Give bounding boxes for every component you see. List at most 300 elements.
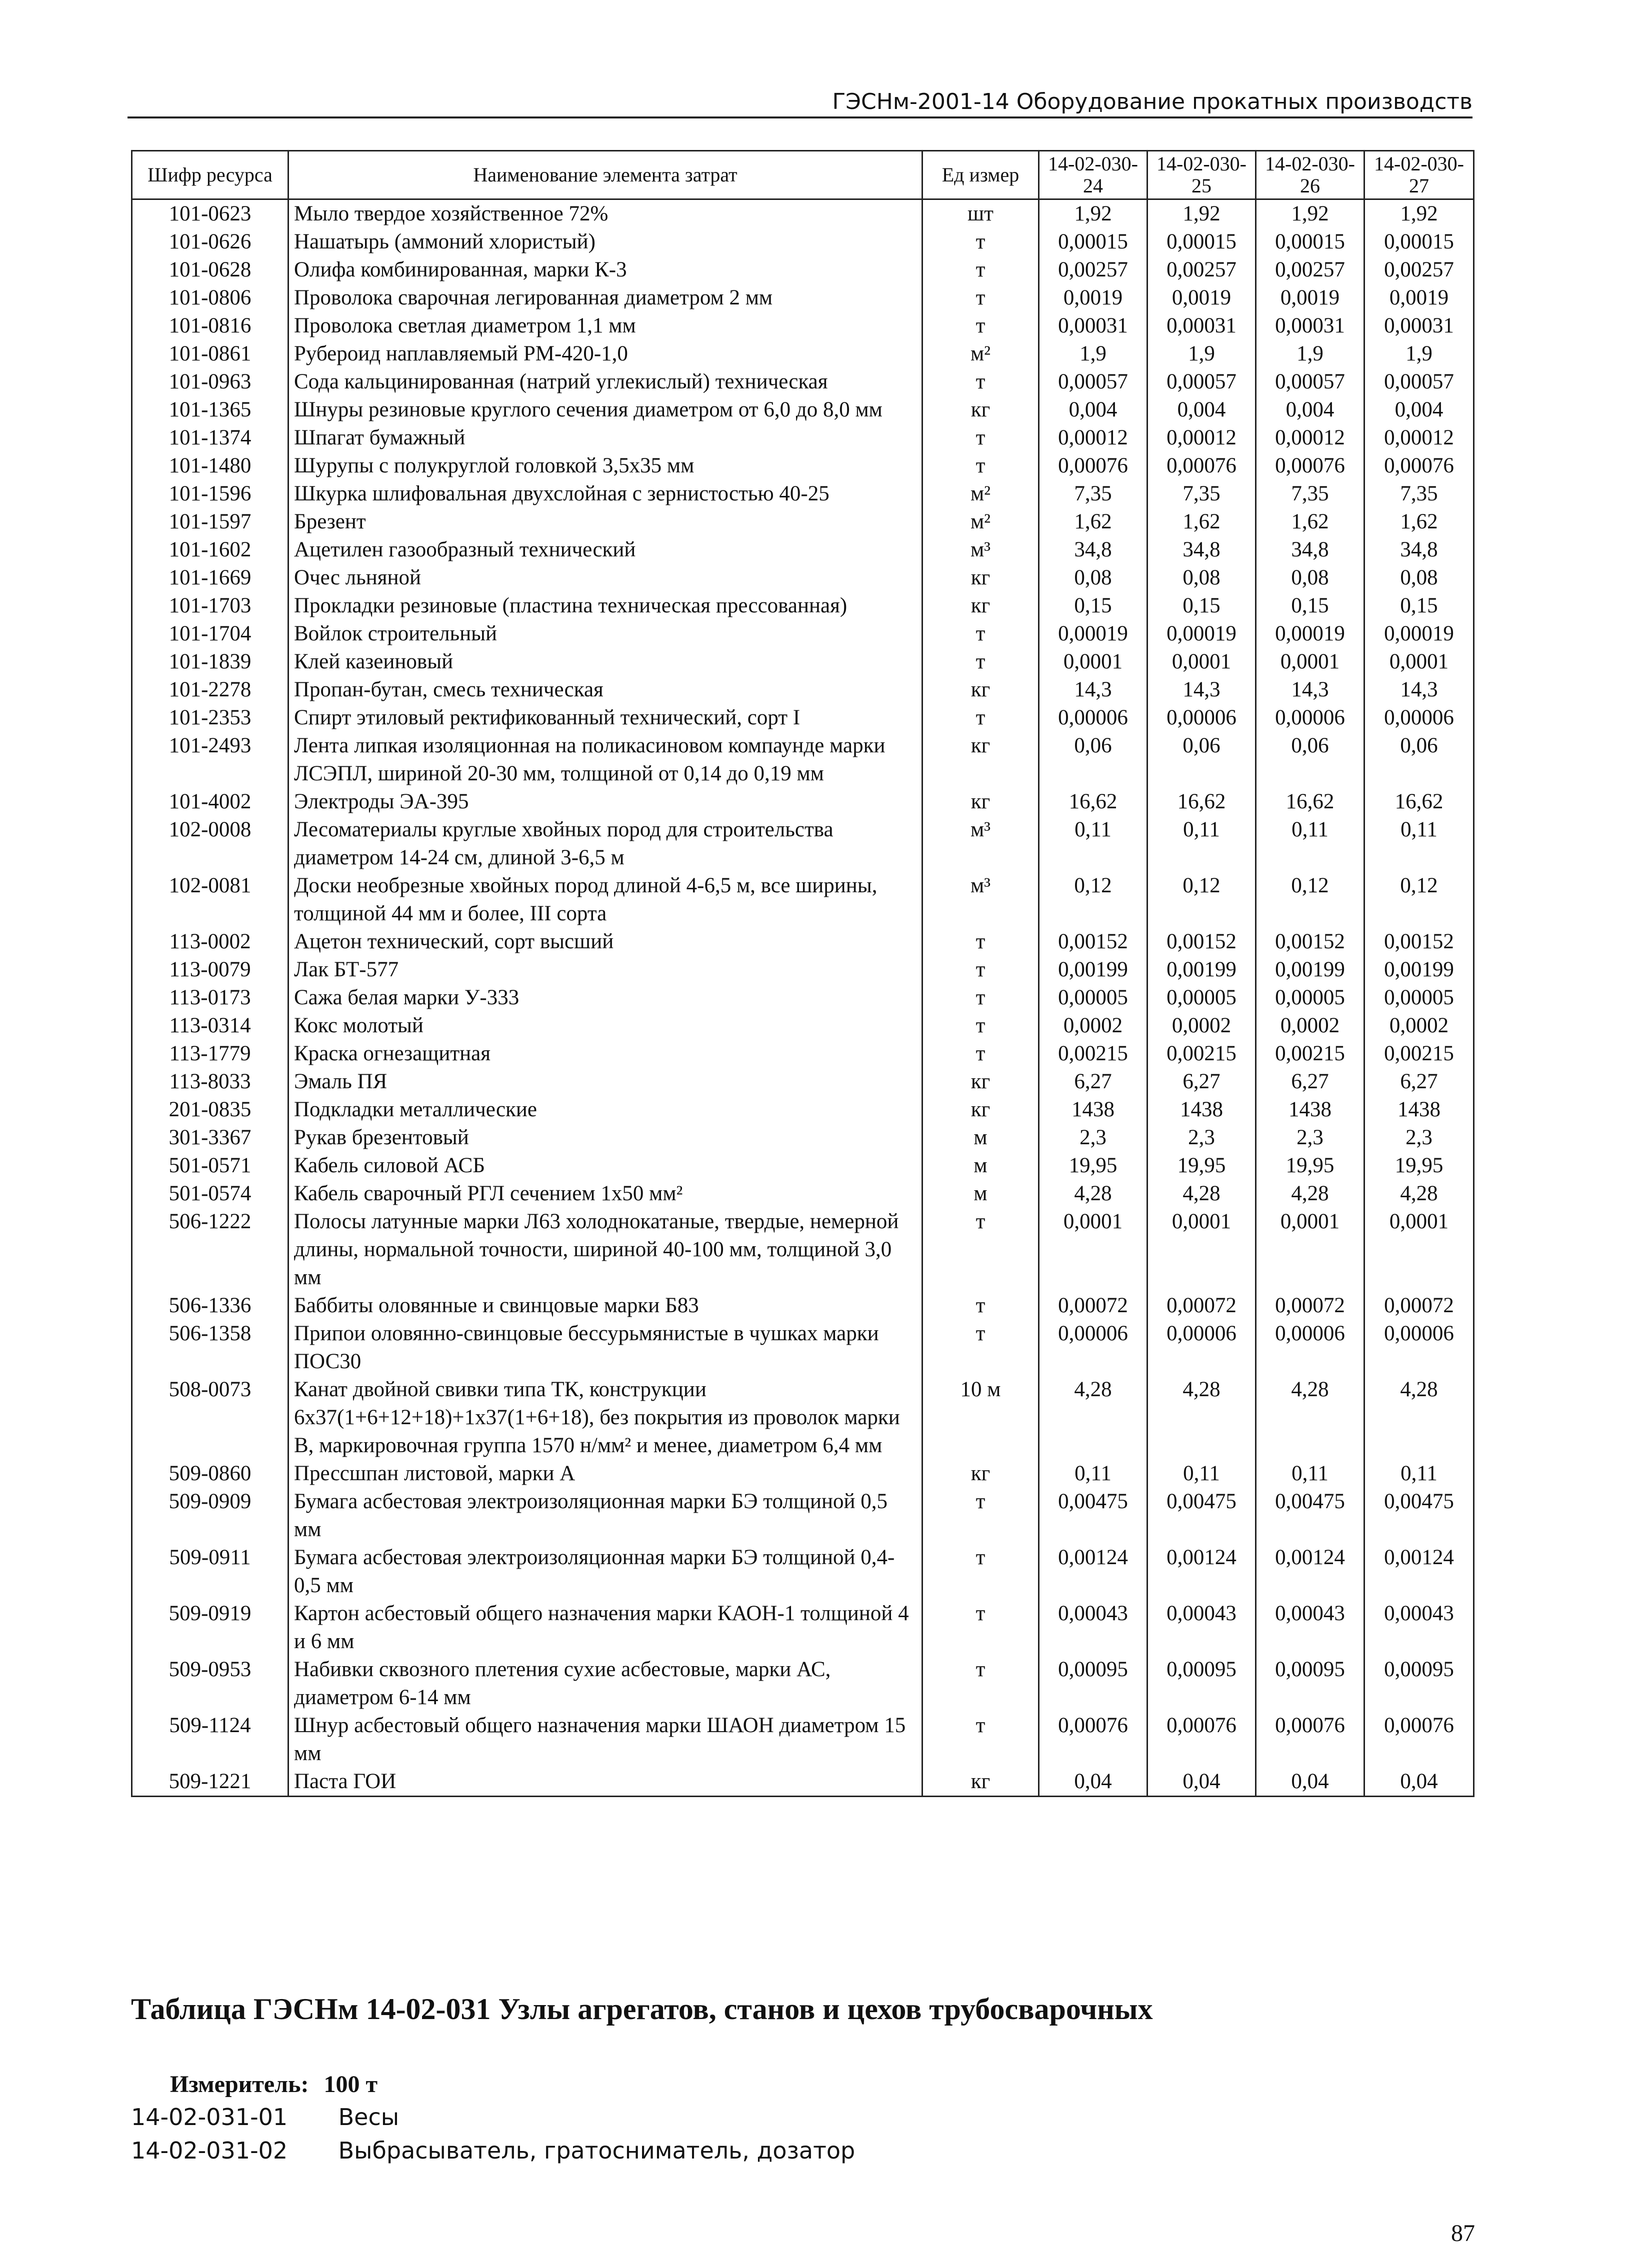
cell-value: 0,08 — [1039, 564, 1148, 592]
cell-value: 0,08 — [1148, 564, 1256, 592]
measure-line — [170, 2071, 378, 2098]
cell-name: Пропан-бутан, смесь техническая — [288, 676, 922, 704]
cell-unit: т — [922, 1012, 1039, 1040]
cell-code: 509-0953 — [132, 1656, 288, 1712]
cell-value: 0,00057 — [1256, 368, 1364, 396]
table-row — [132, 1208, 1474, 1292]
cell-value: 0,00015 — [1148, 228, 1256, 256]
cell-value: 0,004 — [1148, 396, 1256, 424]
cell-value: 6,27 — [1364, 1068, 1474, 1096]
cell-value: 0,00095 — [1256, 1656, 1364, 1712]
cell-name: Шпагат бумажный — [288, 424, 922, 452]
cell-value: 0,00006 — [1039, 704, 1148, 732]
table-row — [132, 424, 1474, 452]
cell-value: 16,62 — [1039, 788, 1148, 816]
cell-value: 0,12 — [1039, 872, 1148, 928]
cell-value: 0,00152 — [1039, 928, 1148, 956]
cell-unit: т — [922, 424, 1039, 452]
cell-value: 0,00076 — [1039, 452, 1148, 480]
cell-value: 0,00005 — [1148, 984, 1256, 1012]
cell-value: 0,00072 — [1364, 1292, 1474, 1320]
cell-value: 1,62 — [1039, 508, 1148, 536]
cell-value: 0,004 — [1256, 396, 1364, 424]
cell-name: Эмаль ПЯ — [288, 1068, 922, 1096]
cell-value: 0,00257 — [1148, 256, 1256, 284]
table-row — [132, 1376, 1474, 1460]
item-code: 14-02-031-01 — [131, 2104, 288, 2131]
page-header-title: ГЭСНм-2001-14 Оборудование прокатных производств — [832, 89, 1472, 114]
cell-name: Олифа комбинированная, марки К-3 — [288, 256, 922, 284]
cell-unit: т — [922, 620, 1039, 648]
table-body — [132, 199, 1474, 1797]
cell-code: 509-0919 — [132, 1600, 288, 1656]
cell-value: 0,00076 — [1364, 452, 1474, 480]
cell-value: 0,15 — [1148, 592, 1256, 620]
cell-value: 1,92 — [1039, 199, 1148, 228]
col-header-v3: 14-02-030-26 — [1256, 151, 1364, 199]
table-row — [132, 1096, 1474, 1124]
cell-value: 0,00475 — [1039, 1488, 1148, 1544]
table-row — [132, 1768, 1474, 1797]
cell-value: 0,15 — [1256, 592, 1364, 620]
cell-code: 101-1704 — [132, 620, 288, 648]
cell-value: 1,9 — [1148, 340, 1256, 368]
cell-value: 0,00095 — [1148, 1656, 1256, 1712]
table-row — [132, 452, 1474, 480]
cell-value: 1,9 — [1039, 340, 1148, 368]
cell-name: Шнур асбестовый общего назначения марки ШАОН диаметром 15 мм — [288, 1712, 922, 1768]
cell-value: 0,12 — [1148, 872, 1256, 928]
cell-code: 509-1124 — [132, 1712, 288, 1768]
cell-code: 101-0628 — [132, 256, 288, 284]
cell-value: 0,00006 — [1364, 704, 1474, 732]
cell-unit: м² — [922, 340, 1039, 368]
cell-value: 0,00199 — [1148, 956, 1256, 984]
cell-code: 113-0173 — [132, 984, 288, 1012]
cell-value: 0,0001 — [1148, 648, 1256, 676]
cell-code: 101-0806 — [132, 284, 288, 312]
cell-unit: т — [922, 1040, 1039, 1068]
item-name: Выбрасыватель, гратосниматель, дозатор — [338, 2137, 856, 2164]
cell-unit: т — [922, 1292, 1039, 1320]
cell-code: 506-1336 — [132, 1292, 288, 1320]
cell-name: Прессшпан листовой, марки А — [288, 1460, 922, 1488]
table-row — [132, 1068, 1474, 1096]
cell-value: 16,62 — [1148, 788, 1256, 816]
cell-name: Сажа белая марки У-333 — [288, 984, 922, 1012]
cell-name: Ацетилен газообразный технический — [288, 536, 922, 564]
cell-unit: м² — [922, 480, 1039, 508]
cell-value: 0,00043 — [1256, 1600, 1364, 1656]
cell-value: 7,35 — [1364, 480, 1474, 508]
cell-unit: т — [922, 1600, 1039, 1656]
cell-unit: т — [922, 928, 1039, 956]
cell-value: 0,0019 — [1039, 284, 1148, 312]
cell-value: 0,11 — [1039, 816, 1148, 872]
cell-name: Канат двойной свивки типа ТК, конструкции 6х37(1+6+12+18)+1х37(1+6+18), без покрытия из проволок марки В, маркировочная группа 1570 н/мм² и менее, диаметром 6,4 мм — [288, 1376, 922, 1460]
cell-value: 0,00215 — [1148, 1040, 1256, 1068]
cell-name: Проволока сварочная легированная диаметром 2 мм — [288, 284, 922, 312]
table-row — [132, 1488, 1474, 1544]
cell-value: 0,0019 — [1364, 284, 1474, 312]
cell-value: 1438 — [1039, 1096, 1148, 1124]
cell-value: 0,0001 — [1364, 648, 1474, 676]
section-title: Таблица ГЭСНм 14-02-031 Узлы агрегатов, станов и цехов трубосварочных — [131, 1993, 1153, 2026]
cell-value: 19,95 — [1148, 1152, 1256, 1180]
cell-name: Шнуры резиновые круглого сечения диаметром от 6,0 до 8,0 мм — [288, 396, 922, 424]
cell-value: 0,0001 — [1148, 1208, 1256, 1292]
cell-unit: кг — [922, 1096, 1039, 1124]
cell-name: Спирт этиловый ректификованный технический, сорт I — [288, 704, 922, 732]
cell-value: 0,00019 — [1256, 620, 1364, 648]
cell-value: 0,004 — [1364, 396, 1474, 424]
cell-value: 0,0019 — [1148, 284, 1256, 312]
cell-value: 0,11 — [1148, 816, 1256, 872]
list-item — [131, 2137, 855, 2164]
cell-value: 2,3 — [1148, 1124, 1256, 1152]
cell-value: 0,00124 — [1039, 1544, 1148, 1600]
cell-code: 501-0571 — [132, 1152, 288, 1180]
cell-value: 0,00076 — [1039, 1712, 1148, 1768]
table-row — [132, 228, 1474, 256]
cell-value: 0,0001 — [1364, 1208, 1474, 1292]
page-header — [128, 87, 1472, 118]
col-header-name: Наименование элемента затрат — [288, 151, 922, 199]
cell-value: 0,00076 — [1256, 452, 1364, 480]
cell-value: 0,00006 — [1256, 1320, 1364, 1376]
cell-code: 509-0909 — [132, 1488, 288, 1544]
col-header-v1: 14-02-030-24 — [1039, 151, 1148, 199]
cell-code: 101-1597 — [132, 508, 288, 536]
cell-value: 0,15 — [1039, 592, 1148, 620]
cell-value: 0,00257 — [1039, 256, 1148, 284]
cell-value: 0,00015 — [1039, 228, 1148, 256]
cell-unit: м — [922, 1180, 1039, 1208]
cell-name: Рубероид наплавляемый РМ-420-1,0 — [288, 340, 922, 368]
table-row — [132, 1040, 1474, 1068]
table-row — [132, 1180, 1474, 1208]
cell-unit: т — [922, 1488, 1039, 1544]
cell-unit: 10 м — [922, 1376, 1039, 1460]
cell-value: 0,00057 — [1364, 368, 1474, 396]
cell-unit: т — [922, 284, 1039, 312]
cell-value: 7,35 — [1039, 480, 1148, 508]
cell-name: Лак БТ-577 — [288, 956, 922, 984]
cell-value: 0,00072 — [1039, 1292, 1148, 1320]
cell-value: 0,00015 — [1364, 228, 1474, 256]
table-row — [132, 1656, 1474, 1712]
cell-name: Очес льняной — [288, 564, 922, 592]
cell-value: 0,00057 — [1148, 368, 1256, 396]
table-row — [132, 480, 1474, 508]
cell-code: 101-1480 — [132, 452, 288, 480]
cell-value: 1,9 — [1256, 340, 1364, 368]
cell-code: 101-0861 — [132, 340, 288, 368]
cell-unit: т — [922, 228, 1039, 256]
cell-unit: т — [922, 1656, 1039, 1712]
cell-code: 113-0079 — [132, 956, 288, 984]
cell-code: 101-1365 — [132, 396, 288, 424]
cell-value: 34,8 — [1364, 536, 1474, 564]
cell-value: 0,00076 — [1148, 452, 1256, 480]
cell-code: 509-0860 — [132, 1460, 288, 1488]
cell-code: 101-1374 — [132, 424, 288, 452]
cell-name: Рукав брезентовый — [288, 1124, 922, 1152]
cell-unit: кг — [922, 396, 1039, 424]
cell-name: Проволока светлая диаметром 1,1 мм — [288, 312, 922, 340]
table-row — [132, 508, 1474, 536]
cell-name: Доски необрезные хвойных пород длиной 4-6,5 м, все ширины, толщиной 44 мм и более, III сорта — [288, 872, 922, 928]
cell-value: 0,00072 — [1256, 1292, 1364, 1320]
cell-value: 1438 — [1148, 1096, 1256, 1124]
cell-value: 0,00012 — [1256, 424, 1364, 452]
cell-value: 34,8 — [1256, 536, 1364, 564]
cell-value: 0,06 — [1039, 732, 1148, 788]
cell-value: 1438 — [1364, 1096, 1474, 1124]
cell-value: 0,04 — [1148, 1768, 1256, 1797]
cell-value: 0,00012 — [1039, 424, 1148, 452]
cell-value: 0,00257 — [1364, 256, 1474, 284]
list-item — [131, 2104, 399, 2131]
cell-value: 0,15 — [1364, 592, 1474, 620]
col-header-code: Шифр ресурса — [132, 151, 288, 199]
cell-value: 1438 — [1256, 1096, 1364, 1124]
table-row — [132, 1712, 1474, 1768]
cell-value: 1,92 — [1256, 199, 1364, 228]
table-row — [132, 1460, 1474, 1488]
table-row — [132, 648, 1474, 676]
cell-value: 0,00031 — [1039, 312, 1148, 340]
table-row — [132, 312, 1474, 340]
cell-unit: м² — [922, 508, 1039, 536]
cell-value: 0,00006 — [1148, 704, 1256, 732]
cell-value: 1,9 — [1364, 340, 1474, 368]
cell-value: 0,0002 — [1039, 1012, 1148, 1040]
table-row — [132, 1292, 1474, 1320]
cell-value: 1,62 — [1148, 508, 1256, 536]
cell-value: 1,62 — [1256, 508, 1364, 536]
cell-value: 16,62 — [1364, 788, 1474, 816]
cell-value: 0,00152 — [1256, 928, 1364, 956]
cell-value: 0,00031 — [1148, 312, 1256, 340]
cell-name: Мыло твердое хозяйственное 72% — [288, 199, 922, 228]
cell-value: 4,28 — [1039, 1180, 1148, 1208]
cell-unit: т — [922, 256, 1039, 284]
cell-value: 0,00257 — [1256, 256, 1364, 284]
cell-unit: шт — [922, 199, 1039, 228]
cell-value: 19,95 — [1256, 1152, 1364, 1180]
col-header-v2: 14-02-030-25 — [1148, 151, 1256, 199]
cell-unit: кг — [922, 592, 1039, 620]
cell-code: 101-1602 — [132, 536, 288, 564]
table-row — [132, 816, 1474, 872]
cell-value: 0,00475 — [1364, 1488, 1474, 1544]
cell-value: 19,95 — [1364, 1152, 1474, 1180]
cell-value: 0,11 — [1039, 1460, 1148, 1488]
cell-value: 0,004 — [1039, 396, 1148, 424]
cell-unit: м³ — [922, 816, 1039, 872]
cell-value: 0,04 — [1039, 1768, 1148, 1797]
cell-value: 0,00031 — [1256, 312, 1364, 340]
cell-code: 509-0911 — [132, 1544, 288, 1600]
table-row — [132, 872, 1474, 928]
cell-value: 0,11 — [1364, 816, 1474, 872]
cell-unit: м³ — [922, 536, 1039, 564]
cell-name: Бумага асбестовая электроизоляционная марки БЭ толщиной 0,5 мм — [288, 1488, 922, 1544]
cell-code: 101-0623 — [132, 199, 288, 228]
cell-name: Кабель сварочный РГЛ сечением 1х50 мм² — [288, 1180, 922, 1208]
table-row — [132, 676, 1474, 704]
cell-value: 1,62 — [1364, 508, 1474, 536]
cell-code: 506-1222 — [132, 1208, 288, 1292]
cell-name: Шурупы с полукруглой головкой 3,5х35 мм — [288, 452, 922, 480]
table-row — [132, 536, 1474, 564]
cell-value: 0,08 — [1256, 564, 1364, 592]
cell-value: 34,8 — [1039, 536, 1148, 564]
cell-value: 0,00057 — [1039, 368, 1148, 396]
table-row — [132, 984, 1474, 1012]
table-row — [132, 788, 1474, 816]
cell-value: 0,0001 — [1256, 648, 1364, 676]
table-row — [132, 256, 1474, 284]
cell-value: 0,00215 — [1039, 1040, 1148, 1068]
cell-unit: кг — [922, 1460, 1039, 1488]
col-header-unit: Ед измер — [922, 151, 1039, 199]
cell-code: 101-1703 — [132, 592, 288, 620]
cell-value: 0,00215 — [1364, 1040, 1474, 1068]
cell-name: Краска огнезащитная — [288, 1040, 922, 1068]
cell-unit: т — [922, 1208, 1039, 1292]
cell-name: Бумага асбестовая электроизоляционная марки БЭ толщиной 0,4-0,5 мм — [288, 1544, 922, 1600]
cell-value: 0,0002 — [1148, 1012, 1256, 1040]
table-row — [132, 704, 1474, 732]
cell-unit: т — [922, 1544, 1039, 1600]
cell-value: 6,27 — [1148, 1068, 1256, 1096]
cell-name: Картон асбестовый общего назначения марки КАОН-1 толщиной 4 и 6 мм — [288, 1600, 922, 1656]
cell-value: 0,00199 — [1364, 956, 1474, 984]
cell-name: Набивки сквозного плетения сухие асбестовые, марки АС, диаметром 6-14 мм — [288, 1656, 922, 1712]
cell-code: 101-1596 — [132, 480, 288, 508]
table-row — [132, 1152, 1474, 1180]
cell-value: 4,28 — [1256, 1376, 1364, 1460]
table-row — [132, 1544, 1474, 1600]
cell-value: 34,8 — [1148, 536, 1256, 564]
cell-name: Нашатырь (аммоний хлористый) — [288, 228, 922, 256]
cell-value: 2,3 — [1039, 1124, 1148, 1152]
cell-name: Паста ГОИ — [288, 1768, 922, 1797]
cell-value: 0,00215 — [1256, 1040, 1364, 1068]
table-row — [132, 340, 1474, 368]
table-row — [132, 592, 1474, 620]
cell-value: 2,3 — [1364, 1124, 1474, 1152]
cell-unit: кг — [922, 732, 1039, 788]
cell-value: 0,0001 — [1256, 1208, 1364, 1292]
cell-name: Брезент — [288, 508, 922, 536]
cell-code: 101-0626 — [132, 228, 288, 256]
cell-name: Клей казеиновый — [288, 648, 922, 676]
cell-unit: кг — [922, 788, 1039, 816]
col-header-v4: 14-02-030-27 — [1364, 151, 1474, 199]
table-row — [132, 732, 1474, 788]
table-row — [132, 368, 1474, 396]
cell-name: Войлок строительный — [288, 620, 922, 648]
table-row — [132, 284, 1474, 312]
cell-value: 0,00124 — [1256, 1544, 1364, 1600]
cell-code: 113-8033 — [132, 1068, 288, 1096]
cell-value: 0,06 — [1364, 732, 1474, 788]
cell-value: 19,95 — [1039, 1152, 1148, 1180]
cell-value: 0,11 — [1364, 1460, 1474, 1488]
cell-unit: кг — [922, 1068, 1039, 1096]
resources-table — [131, 150, 1474, 1797]
cell-value: 0,12 — [1364, 872, 1474, 928]
cell-name: Ацетон технический, сорт высший — [288, 928, 922, 956]
cell-unit: т — [922, 956, 1039, 984]
cell-value: 0,00019 — [1148, 620, 1256, 648]
cell-value: 0,00019 — [1364, 620, 1474, 648]
cell-value: 6,27 — [1256, 1068, 1364, 1096]
cell-value: 0,0019 — [1256, 284, 1364, 312]
cell-value: 0,00095 — [1039, 1656, 1148, 1712]
cell-value: 0,00475 — [1148, 1488, 1256, 1544]
cell-unit: кг — [922, 1768, 1039, 1797]
cell-value: 0,00043 — [1148, 1600, 1256, 1656]
table-row — [132, 1600, 1474, 1656]
cell-value: 0,08 — [1364, 564, 1474, 592]
cell-value: 0,00031 — [1364, 312, 1474, 340]
cell-code: 113-0002 — [132, 928, 288, 956]
cell-value: 0,11 — [1256, 816, 1364, 872]
cell-value: 0,00124 — [1364, 1544, 1474, 1600]
cell-unit: т — [922, 984, 1039, 1012]
cell-value: 0,00095 — [1364, 1656, 1474, 1712]
cell-value: 0,06 — [1148, 732, 1256, 788]
cell-value: 0,11 — [1148, 1460, 1256, 1488]
cell-value: 7,35 — [1148, 480, 1256, 508]
cell-value: 1,92 — [1148, 199, 1256, 228]
cell-unit: м³ — [922, 872, 1039, 928]
cell-value: 0,04 — [1364, 1768, 1474, 1797]
cell-value: 0,0002 — [1364, 1012, 1474, 1040]
table-row — [132, 928, 1474, 956]
measure-label: Измеритель: — [170, 2071, 309, 2098]
cell-value: 4,28 — [1364, 1180, 1474, 1208]
measure-value: 100 т — [324, 2071, 378, 2098]
cell-unit: т — [922, 648, 1039, 676]
cell-value: 0,00152 — [1364, 928, 1474, 956]
cell-unit: кг — [922, 564, 1039, 592]
cell-code: 101-2493 — [132, 732, 288, 788]
table-row — [132, 396, 1474, 424]
page-number: 87 — [1451, 2220, 1475, 2247]
cell-unit: т — [922, 312, 1039, 340]
cell-value: 0,00199 — [1256, 956, 1364, 984]
cell-code: 101-2353 — [132, 704, 288, 732]
cell-name: Припои оловянно-свинцовые бессурьмянистые в чушках марки ПОС30 — [288, 1320, 922, 1376]
table-row — [132, 956, 1474, 984]
cell-name: Кокс молотый — [288, 1012, 922, 1040]
cell-unit: т — [922, 704, 1039, 732]
table-header-row — [132, 151, 1474, 199]
cell-value: 0,00006 — [1364, 1320, 1474, 1376]
cell-code: 101-4002 — [132, 788, 288, 816]
cell-value: 0,00076 — [1256, 1712, 1364, 1768]
cell-code: 101-2278 — [132, 676, 288, 704]
cell-name: Шкурка шлифовальная двухслойная с зернистостью 40-25 — [288, 480, 922, 508]
table-row — [132, 199, 1474, 228]
cell-code: 501-0574 — [132, 1180, 288, 1208]
cell-value: 0,00006 — [1148, 1320, 1256, 1376]
